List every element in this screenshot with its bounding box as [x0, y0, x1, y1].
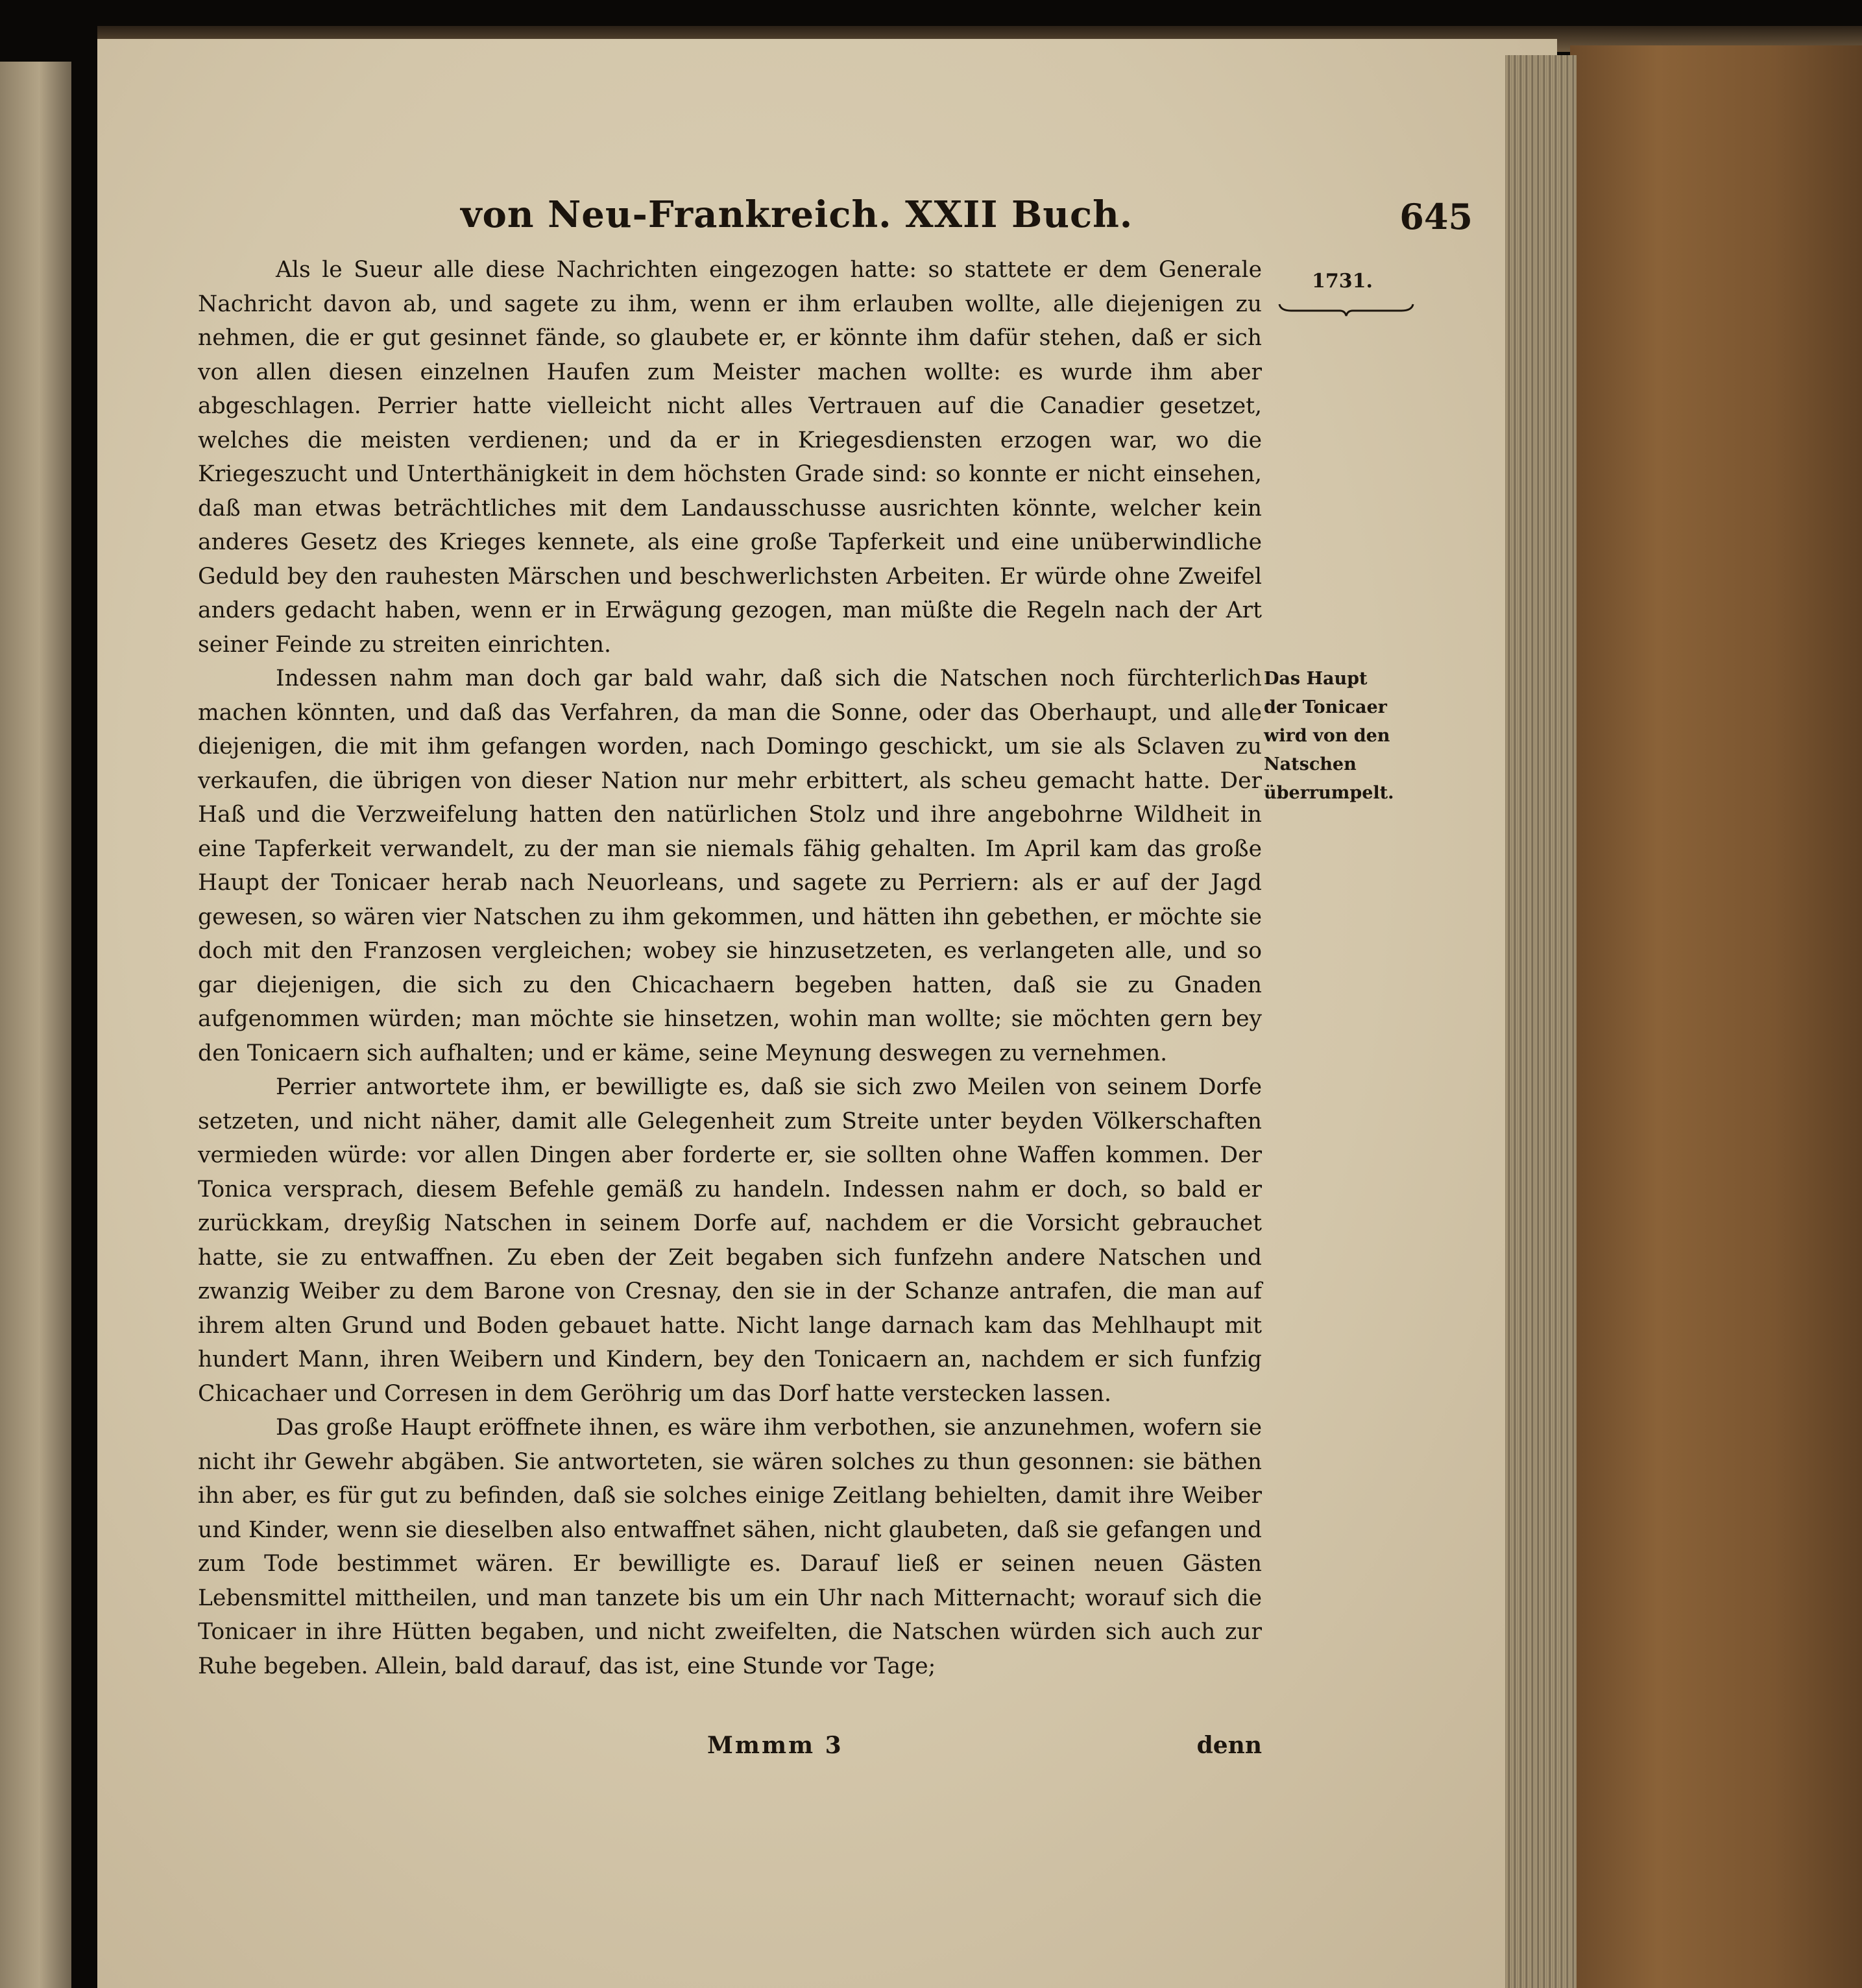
- page-footer: [198, 1732, 1262, 1771]
- running-title: von Neu-Frankreich. XXII Buch.: [461, 193, 1133, 236]
- catchword: denn: [1196, 1732, 1262, 1759]
- margin-brace-icon: [1278, 302, 1414, 317]
- margin-note: [1264, 665, 1413, 808]
- margin-note-line: Das Haupt: [1264, 669, 1368, 689]
- margin-note-line: Natschen: [1264, 754, 1357, 774]
- signature-mark: Mmmm 3: [707, 1732, 843, 1759]
- page-header: [461, 193, 1473, 252]
- paragraph-3: Perrier antwortete ihm, er bewilligte es, daß sie sich zwo Meilen von seinem Dorfe setzeten, und nicht näher, damit alle Gelegenheit zum Streite unter beyden Völkerschaften vermieden würde: vor allen Dingen aber forderte er, sie sollten ohne Waffen kommen. Der Tonica versprach, diesem Befehle gemäß zu handeln. Indessen nahm er doch, so bald er zurückkam, dreyßig Natschen in seinem Dorfe auf, nachdem er die Vorsicht gebrauchet hatte, sie zu entwaffnen. Zu eben der Zeit begaben sich funfzehn andere Natschen und zwanzig Weiber zu dem Barone von Cresnay, den sie in der Schanze antrafen, die man auf ihrem alten Grund und Boden gebauet hatte. Nicht lange darnach kam das Mehlhaupt mit hundert Mann, ihren Weibern und Kindern, bey den Tonicaern an, nachdem er sich funfzig Chicachaer und Corresen in dem Geröhrig um das Dorf hatte verstecken lassen.: [198, 1074, 1262, 1407]
- margin-note-line: wird von den: [1264, 726, 1390, 746]
- paragraph-2: Indessen nahm man doch gar bald wahr, daß sich die Natschen noch fürchterlich machen könnten, und daß das Verfahren, da man die Sonne, oder das Oberhaupt, und alle diejenigen, die mit ihm gefangen worden, nach Domingo geschickt, um sie als Sclaven zu verkaufen, die übrigen von dieser Nation nur mehr erbittert, als scheu gemacht hatte. Der Haß und die Verzweifelung hatten den natürlichen Stolz und ihre angebohrne Wildheit in eine Tapferkeit verwandelt, zu der man sie niemals fähig gehalten. Im April kam das große Haupt der Tonicaer herab nach Neuorleans, und sagete zu Perriern: als er auf der Jagd gewesen, so wären vier Natschen zu ihm gekommen, und hätten ihn gebethen, er möchte sie doch mit den Franzosen vergleichen; wobey sie hinzusetzeten, es verlangeten alle, und so gar diejenigen, die sich zu den Chicachaern begeben hatten, daß sie zu Gnaden aufgenommen würden; man möchte sie hinsetzen, wohin man wollte; sie möchten gern bey den Tonicaern sich aufhalten; und er käme, seine Meynung deswegen zu vernehmen.: [198, 665, 1262, 1066]
- book-page: [97, 39, 1557, 1988]
- margin-note-line: überrumpelt.: [1264, 783, 1394, 803]
- facing-page-edge: [0, 62, 71, 1988]
- margin-note-line: der Tonicaer: [1264, 697, 1387, 717]
- page-number: 645: [1399, 196, 1473, 237]
- margin-year: 1731.: [1312, 270, 1373, 293]
- body-text: [198, 253, 1262, 1683]
- page-block-edge: [1505, 55, 1577, 1988]
- paragraph-4: Das große Haupt eröffnete ihnen, es wäre ihm verbothen, sie anzunehmen, wofern sie nicht ihr Gewehr abgäben. Sie antworteten, sie wären solches zu thun gesonnen: sie bäthen ihn aber, es für gut zu befinden, daß sie solches einige Zeitlang behielten, damit ihre Weiber und Kinder, wenn sie dieselben also entwaffnet sähen, nicht glaubeten, daß sie gefangen und zum Tode bestimmet wären. Er bewilligte es. Darauf ließ er seinen neuen Gästen Lebensmittel mittheilen, und man tanzete bis um ein Uhr nach Mitternacht; worauf sich die Tonicaer in ihre Hütten begaben, und nicht zweifelten, die Natschen würden sich auch zur Ruhe begeben. Allein, bald darauf, das ist, eine Stunde vor Tage;: [198, 1415, 1262, 1679]
- paragraph-1: Als le Sueur alle diese Nachrichten eingezogen hatte: so stattete er dem Generale Nachricht davon ab, und sagete zu ihm, wenn er ihm erlauben wollte, alle diejenigen zu nehmen, die er gut gesinnet fände, so glaubete er, er könnte ihm dafür stehen, daß er sich von allen diesen einzelnen Haufen zum Meister machen wollte: es wurde ihm aber abgeschlagen. Perrier hatte vielleicht nicht alles Vertrauen auf die Canadier gesetzet, welches die meisten verdienen; und da er in Kriegesdiensten erzogen war, wo die Kriegeszucht und Unterthänigkeit in dem höchsten Grade sind: so konnte er nicht einsehen, daß man etwas beträchtliches mit dem Landausschusse ausrichten könnte, welcher kein anderes Gesetz des Krieges kennete, als eine große Tapferkeit und eine unüberwindliche Geduld bey den rauhesten Märschen und beschwerlichsten Arbeiten. Er würde ohne Zweifel anders gedacht haben, wenn er in Erwägung gezogen, man müßte die Regeln nach der Art seiner Feinde zu streiten einrichten.: [198, 257, 1262, 658]
- book-cover-board: [1570, 45, 1862, 1988]
